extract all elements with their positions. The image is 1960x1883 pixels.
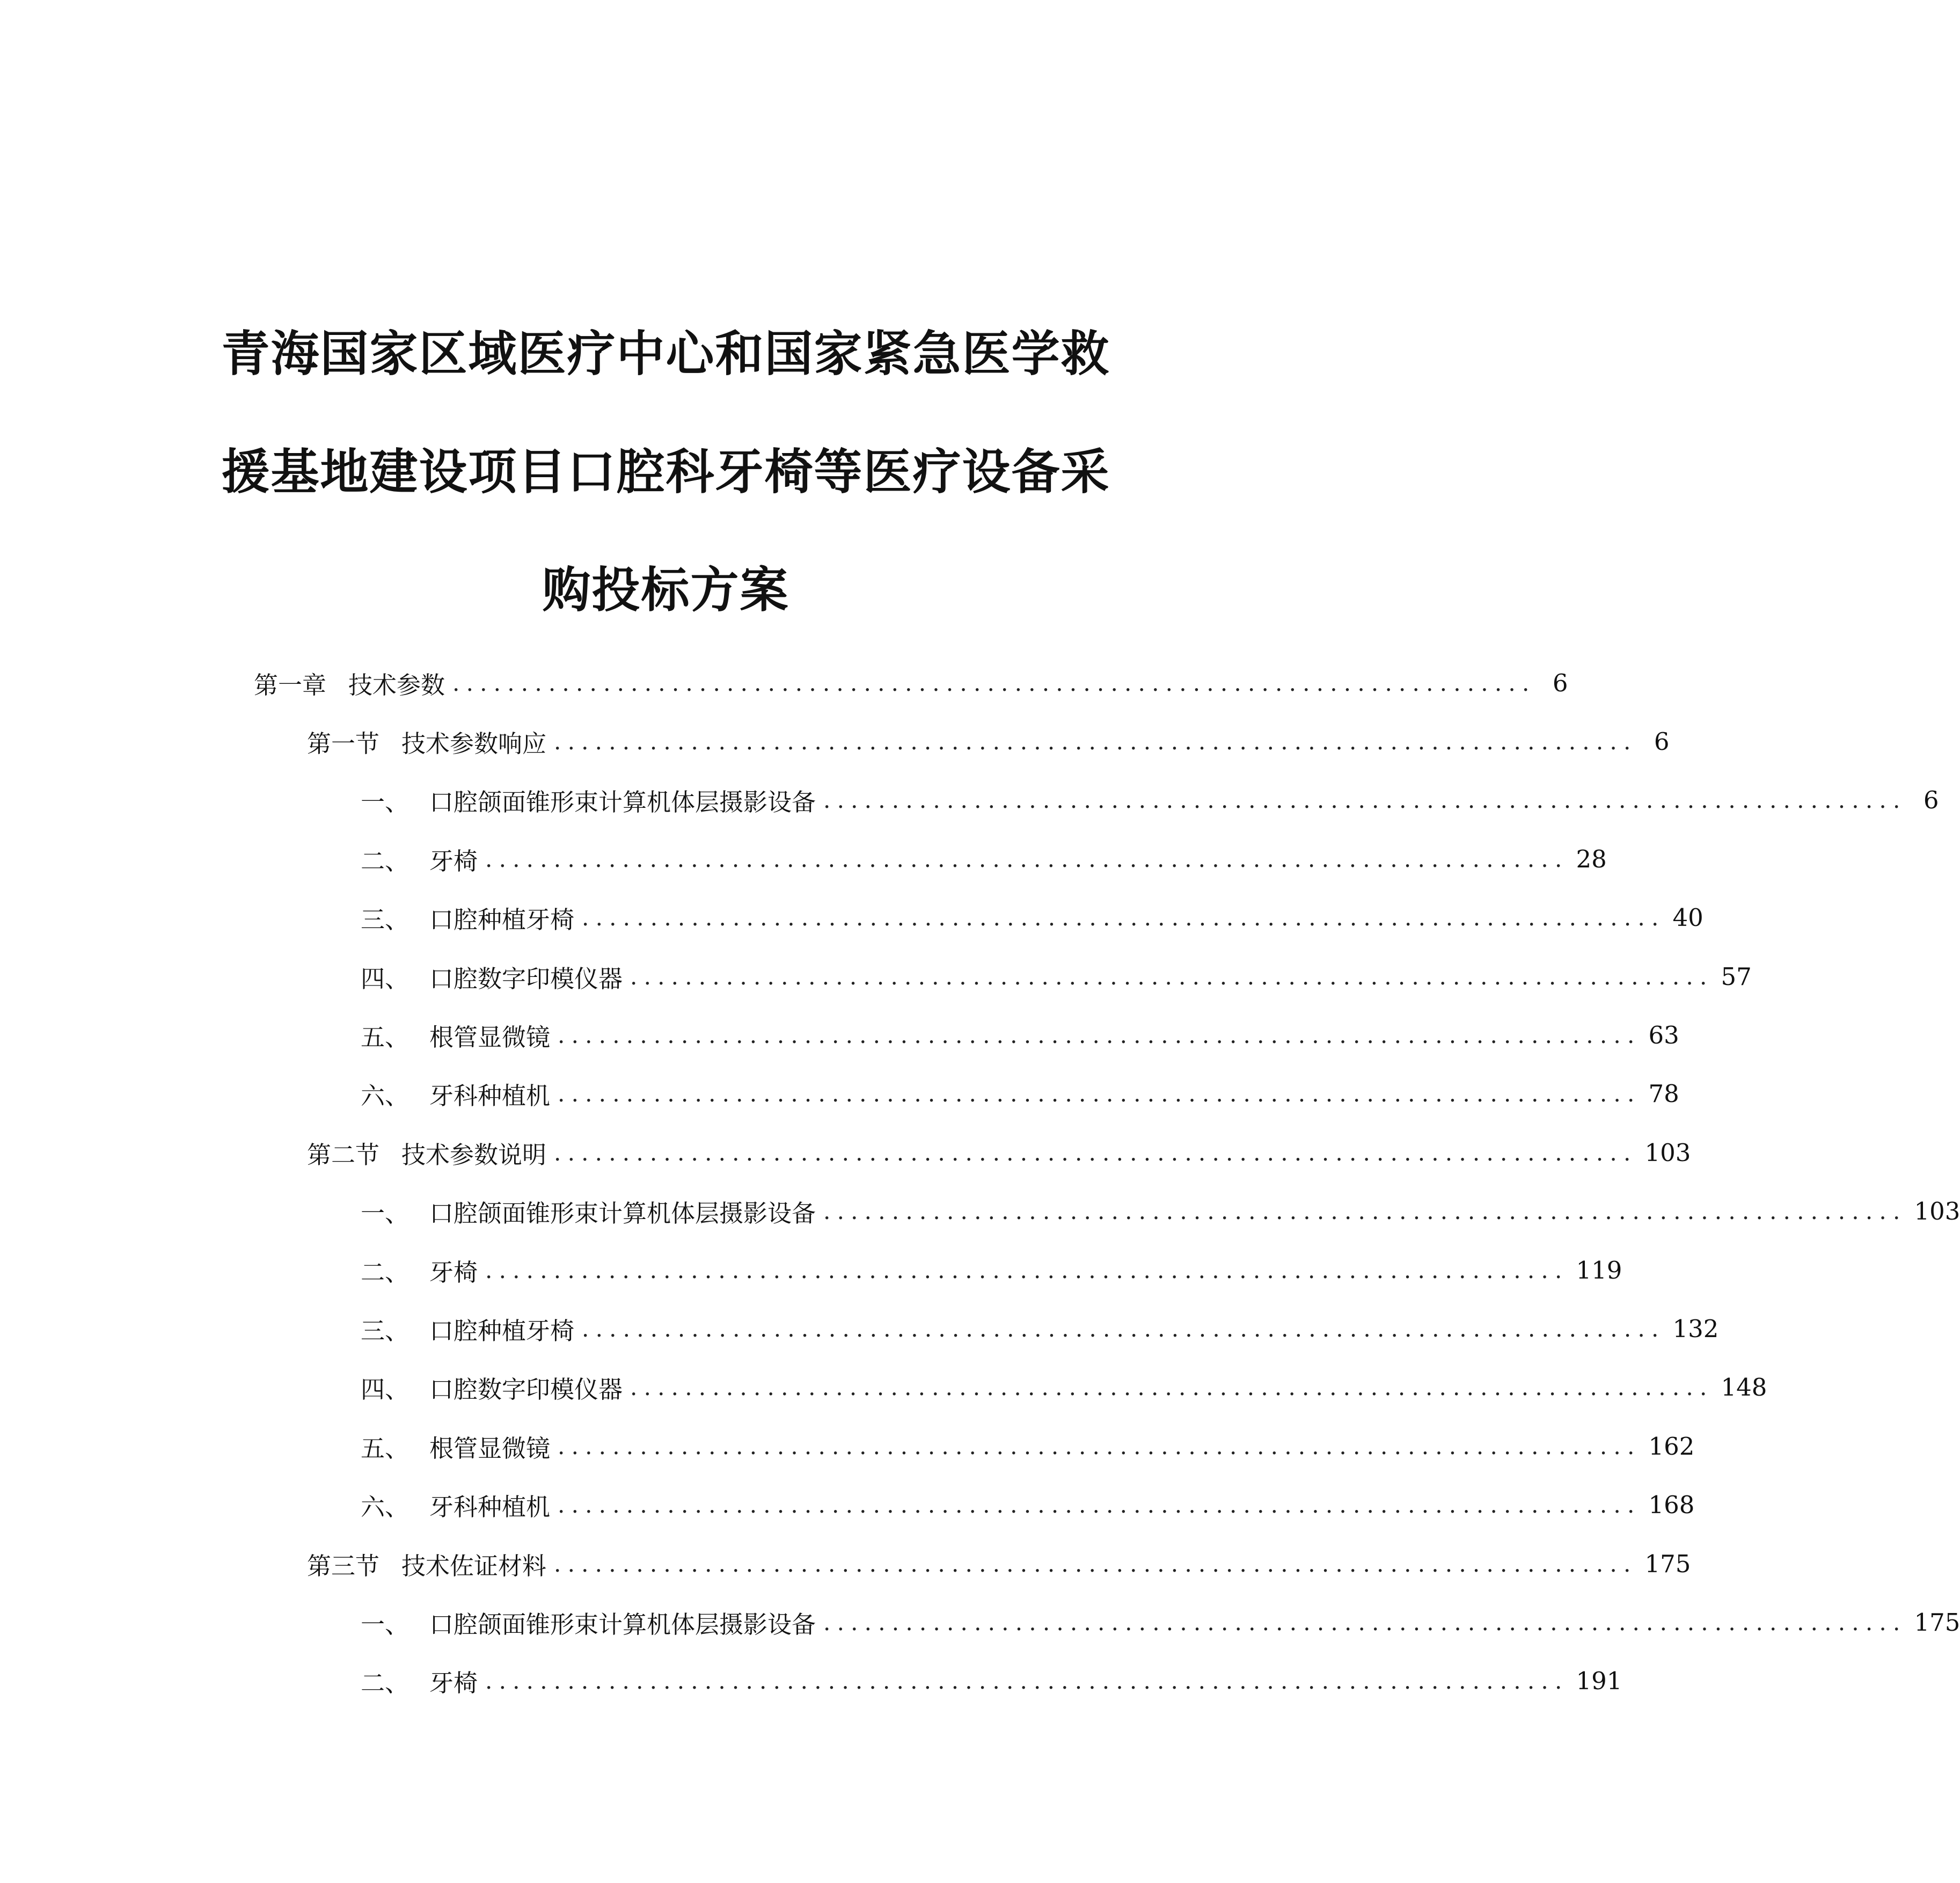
toc-entry-page-number: 191 [1576, 1667, 1622, 1696]
toc-entry-number: 六、 [361, 1082, 409, 1111]
toc-dot-leader: ............................................................................... [452, 669, 1536, 696]
toc-entry-label: 牙椅 [429, 1258, 478, 1287]
toc-entry-number: 三、 [361, 1316, 409, 1345]
toc-entry-label: 口腔颌面锥形束计算机体层摄影设备 [429, 788, 816, 817]
table-of-contents [0, 658, 1960, 1838]
toc-entry-label: 口腔种植牙椅 [429, 1316, 575, 1345]
title-line-2: 援基地建设项目口腔科牙椅等医疗设备采 [221, 444, 1110, 501]
toc-entry[interactable] [361, 1417, 1695, 1476]
toc-dot-leader: ............................................................................... [823, 787, 1907, 814]
toc-entry[interactable] [361, 888, 1703, 947]
toc-entry[interactable] [361, 1005, 1679, 1064]
toc-entry[interactable] [361, 1064, 1679, 1123]
toc-entry-page-number: 40 [1672, 903, 1703, 932]
toc-entry-number: 三、 [361, 906, 409, 935]
toc-entry[interactable] [361, 1652, 1622, 1711]
toc-entry-label: 口腔颌面锥形束计算机体层摄影设备 [429, 1610, 816, 1639]
toc-dot-leader: ............................................................................... [823, 1609, 1907, 1636]
title-line-1: 青海国家区域医疗中心和国家紧急医学救 [221, 326, 1110, 383]
toc-entry-page-number: 6 [1654, 727, 1670, 756]
toc-entry-label: 牙科种植机 [429, 1082, 551, 1111]
toc-entry-number: 第二节 [307, 1140, 380, 1169]
toc-entry-number: 一、 [361, 788, 409, 817]
toc-entry[interactable] [307, 1534, 1691, 1593]
toc-entry-page-number: 103 [1644, 1138, 1691, 1167]
toc-dot-leader: ............................................................................... [554, 728, 1637, 755]
toc-entry-label: 根管显微镜 [429, 1023, 551, 1052]
toc-entry-label: 牙椅 [429, 846, 478, 875]
toc-entry-page-number: 63 [1648, 1020, 1679, 1049]
toc-entry[interactable] [361, 1240, 1622, 1300]
toc-dot-leader: ............................................................................... [558, 1492, 1641, 1519]
toc-entry-label: 口腔数字印模仪器 [429, 1375, 623, 1404]
toc-dot-leader: ............................................................................... [582, 1315, 1665, 1342]
toc-entry-page-number: 132 [1672, 1314, 1719, 1343]
toc-entry-label: 牙科种植机 [429, 1493, 551, 1522]
toc-entry-number: 一、 [361, 1199, 409, 1228]
toc-entry-page-number: 148 [1721, 1373, 1767, 1402]
toc-entry-label: 技术佐证材料 [401, 1551, 547, 1580]
toc-entry-page-number: 103 [1914, 1197, 1960, 1226]
toc-entry-label: 口腔种植牙椅 [429, 906, 575, 935]
toc-entry-label: 根管显微镜 [429, 1434, 551, 1463]
toc-dot-leader: ............................................................................... [554, 1139, 1637, 1166]
toc-entry-page-number: 78 [1648, 1079, 1679, 1108]
toc-dot-leader: ............................................................................... [630, 963, 1714, 990]
toc-entry-page-number: 57 [1721, 962, 1752, 991]
toc-entry[interactable] [361, 1476, 1695, 1535]
toc-entry-number: 五、 [361, 1434, 409, 1463]
toc-entry-number: 四、 [361, 1375, 409, 1404]
toc-entry[interactable] [307, 712, 1670, 771]
toc-dot-leader: ............................................................................... [485, 845, 1569, 872]
toc-entry-number: 第三节 [307, 1551, 380, 1580]
toc-entry-label: 牙椅 [429, 1669, 478, 1698]
toc-entry[interactable] [361, 829, 1607, 888]
toc-entry-page-number: 168 [1648, 1491, 1695, 1520]
toc-entry-page-number: 175 [1644, 1549, 1691, 1578]
toc-entry[interactable] [361, 1358, 1767, 1417]
toc-entry-label: 口腔颌面锥形束计算机体层摄影设备 [429, 1199, 816, 1228]
toc-dot-leader: ............................................................................... [558, 1021, 1641, 1048]
toc-entry-label: 技术参数响应 [401, 729, 547, 758]
toc-entry-number: 一、 [361, 1610, 409, 1639]
toc-entry-page-number: 6 [1552, 668, 1568, 697]
toc-dot-leader: ............................................................................... [558, 1081, 1641, 1107]
toc-entry-number: 六、 [361, 1493, 409, 1522]
toc-entry-page-number: 175 [1914, 1608, 1960, 1637]
document-title [0, 295, 1332, 649]
toc-entry-number: 二、 [361, 1258, 409, 1287]
toc-entry-number: 二、 [361, 1669, 409, 1698]
toc-entry-number: 第一章 [254, 670, 327, 699]
toc-entry[interactable] [307, 1123, 1691, 1182]
toc-dot-leader: ............................................................................... [554, 1550, 1637, 1577]
toc-entry-number: 二、 [361, 846, 409, 875]
toc-entry-label: 口腔数字印模仪器 [429, 964, 623, 993]
toc-entry-page-number: 162 [1648, 1432, 1695, 1461]
toc-entry-number: 五、 [361, 1023, 409, 1052]
toc-entry-number: 四、 [361, 964, 409, 993]
toc-entry-number: 第一节 [307, 729, 380, 758]
toc-dot-leader: ............................................................................... [485, 1257, 1569, 1283]
toc-entry-label: 技术参数说明 [401, 1140, 547, 1169]
toc-dot-leader: ............................................................................... [558, 1433, 1641, 1459]
title-line-3: 购投标方案 [542, 562, 789, 619]
toc-entry[interactable] [254, 653, 1568, 712]
toc-entry[interactable] [361, 947, 1752, 1006]
toc-dot-leader: ............................................................................... [823, 1198, 1907, 1225]
toc-entry-page-number: 28 [1576, 844, 1607, 873]
toc-entry-page-number: 119 [1576, 1256, 1622, 1284]
toc-entry-label: 技术参数 [348, 670, 445, 699]
toc-entry[interactable] [361, 1299, 1719, 1358]
toc-entry[interactable] [361, 1182, 1960, 1241]
toc-entry[interactable] [361, 771, 1939, 830]
toc-entry[interactable] [361, 1593, 1960, 1652]
toc-dot-leader: ............................................................................... [582, 904, 1665, 931]
toc-entry-page-number: 6 [1923, 786, 1939, 815]
toc-dot-leader: ............................................................................... [485, 1668, 1569, 1695]
toc-dot-leader: ............................................................................... [630, 1374, 1714, 1401]
